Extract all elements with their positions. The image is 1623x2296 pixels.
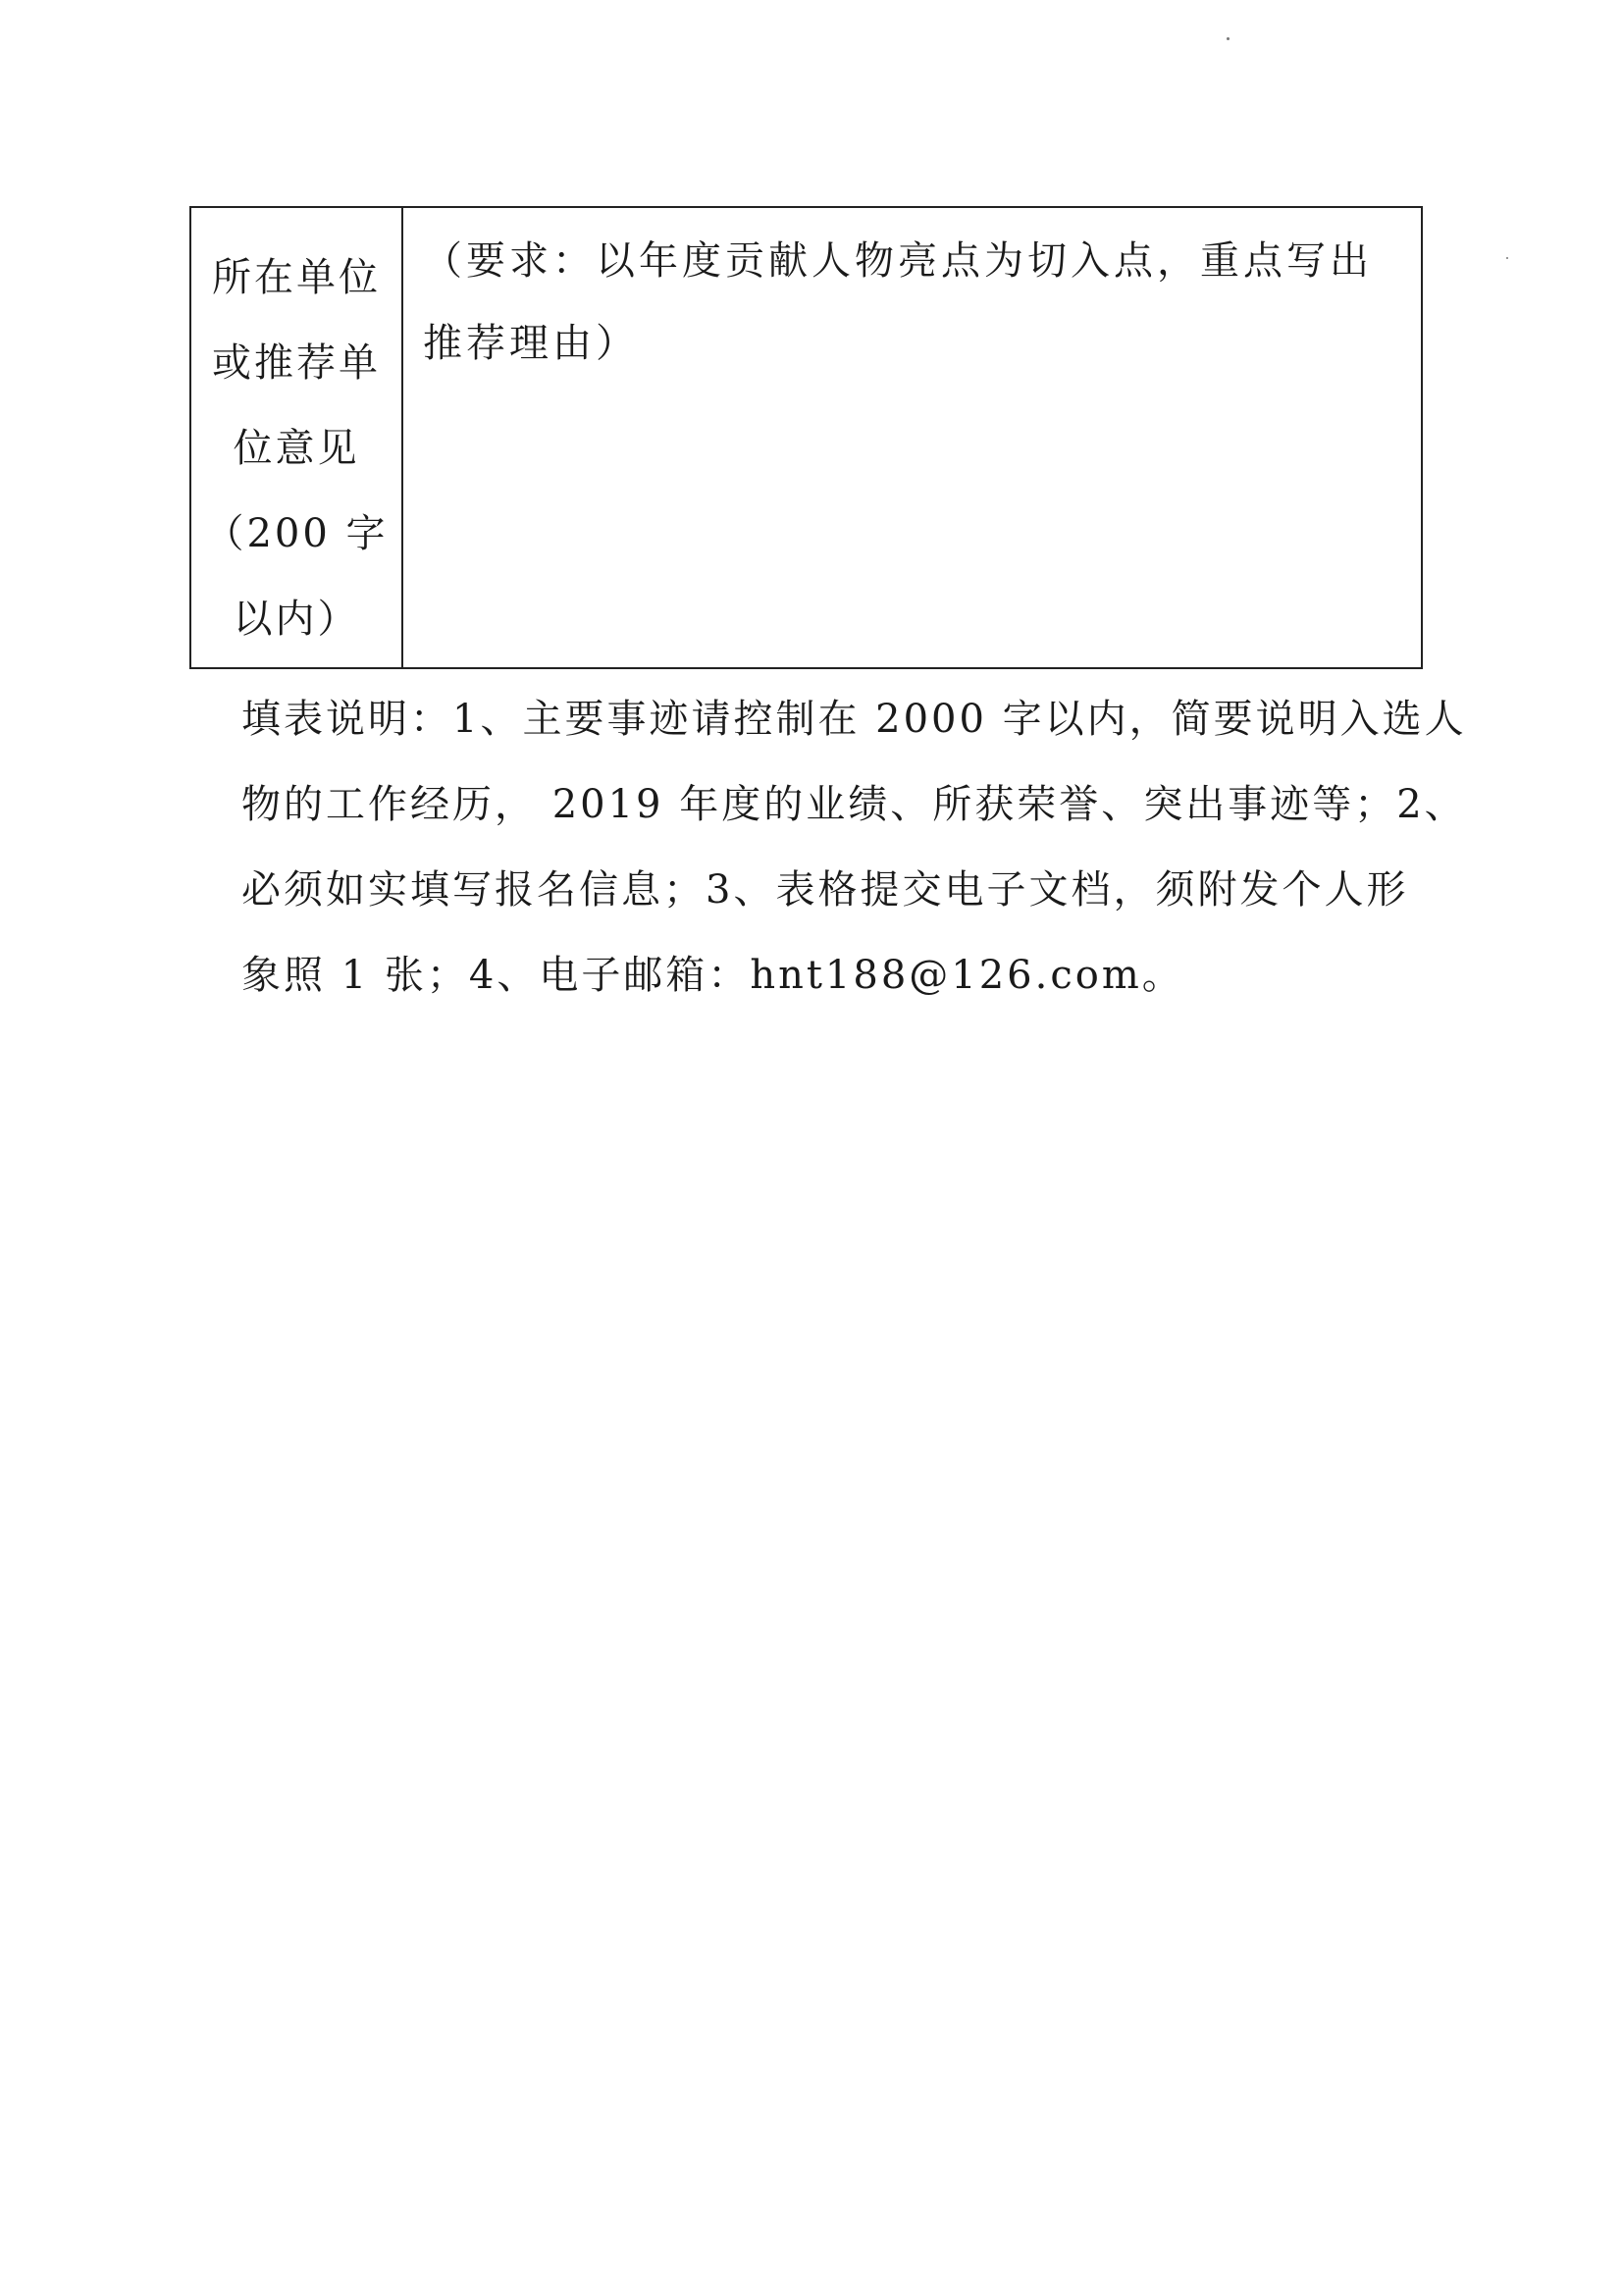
requirement-text: （要求：以年度贡献人物亮点为切入点，重点写出推荐理由） <box>423 238 1373 366</box>
scan-speck <box>1506 257 1508 259</box>
opinion-label-line-4: （200 字 <box>204 511 389 556</box>
opinion-label-cell <box>191 208 403 667</box>
scan-speck <box>1227 37 1230 40</box>
opinion-content-cell[interactable] <box>403 208 1421 667</box>
instruction-line-3: 必须如实填写报名信息；3、表格提交电子文档，须附发个人形 <box>241 867 1409 913</box>
opinion-table <box>189 206 1423 669</box>
opinion-label-line-5: 以内） <box>233 597 360 642</box>
opinion-label-line-2: 或推荐单 <box>212 340 381 386</box>
filling-instructions <box>241 677 1467 1018</box>
opinion-label-line-1: 所在单位 <box>212 255 381 300</box>
instruction-line-2: 物的工作经历， 2019 年度的业绩、所获荣誉、突出事迹等；2、 <box>241 782 1467 827</box>
opinion-label-line-3: 位意见 <box>233 426 360 471</box>
instruction-line-1: 填表说明：1、主要事迹请控制在 2000 字以内，简要说明入选人 <box>241 697 1467 742</box>
instruction-line-4: 象照 1 张；4、电子邮箱：hnt188@126.com。 <box>241 953 1184 998</box>
